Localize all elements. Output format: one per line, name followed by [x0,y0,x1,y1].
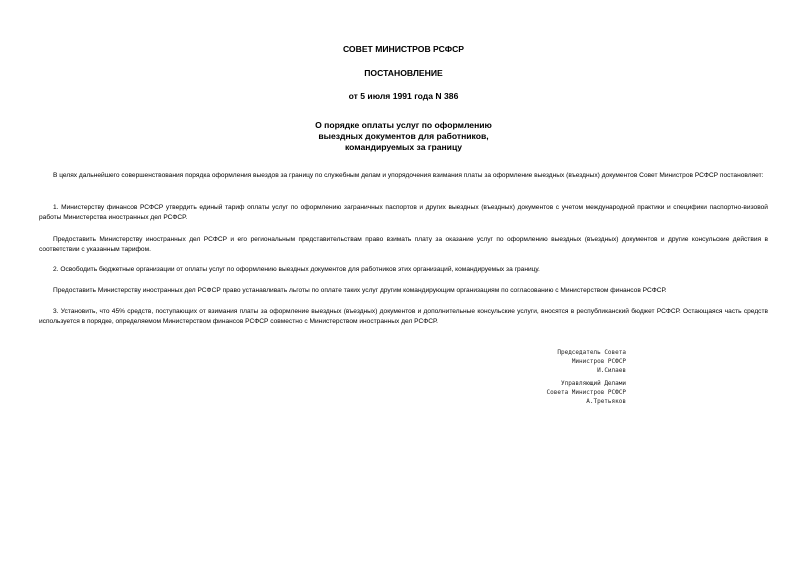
title-line: командируемых за границу [344,142,463,152]
signature-block-chairman [500,348,626,375]
title-line: выездных документов для работников, [318,131,489,141]
signature-position: Совета Министров РСФСР [546,389,626,396]
signature-block-manager [500,379,626,406]
paragraph-item-2: 2. Освободить бюджетные организации от оплаты услуг по оформлению выездных документов для работников этих организаций, командируемых за границу. [53,266,540,273]
paragraph-item-1: 1. Министерству финансов РСФСР утвердить единый тариф оплаты услуг по оформлению заграничных паспортов и других выездных (въездных) документов с учетом международной практики и специфики паспортно-визовой работы Министерства иностранных дел РСФСР. [39,204,768,221]
paragraph-item-2-cont: Предоставить Министерству иностранных дел РСФСР право устанавливать льготы по оплате таких услуг другим командирующим организациям по согласованию с Министерством финансов РСФСР. [53,287,667,294]
paragraph-preamble: В целях дальнейшего совершенствования порядка оформления выездов за границу по служебным делам и упорядочения взимания платы за оформление выездных (въездных) документов Совет Министров РСФСР постановляет: [53,172,764,179]
signature-position: Управляющий Делами [560,380,626,387]
issuer-heading: СОВЕТ МИНИСТРОВ РСФСР [342,44,465,54]
title-line: О порядке оплаты услуг по оформлению [315,120,492,130]
document-type-heading: ПОСТАНОВЛЕНИЕ [364,68,443,78]
document-title [0,120,807,153]
signature-name: А.Третьяков [586,398,626,405]
paragraph-item-1-cont: Предоставить Министерству иностранных дел РСФСР и его региональным представительствам право взимать плату за оказание услуг по оформлению выездных (въездных) документов и другие консульские действия в соответствии с указанным тарифом. [39,236,768,253]
signature-position: Министров РСФСР [571,358,626,365]
date-line: от 5 июля 1991 года N 386 [348,91,459,101]
signature-name: И.Силаев [597,367,626,374]
paragraph-item-3: 3. Установить, что 45% средств, поступающих от взимания платы за оформление выездных (въездных) документов и дополнительные консульские услуги, вносятся в республиканский бюджет РСФСР. Остающаяся часть средств используется в порядке, определяемом Министерством финансов РСФСР совместно с Министерством иностранных дел РСФСР. [39,308,768,325]
signature-position: Председатель Совета [557,349,626,356]
